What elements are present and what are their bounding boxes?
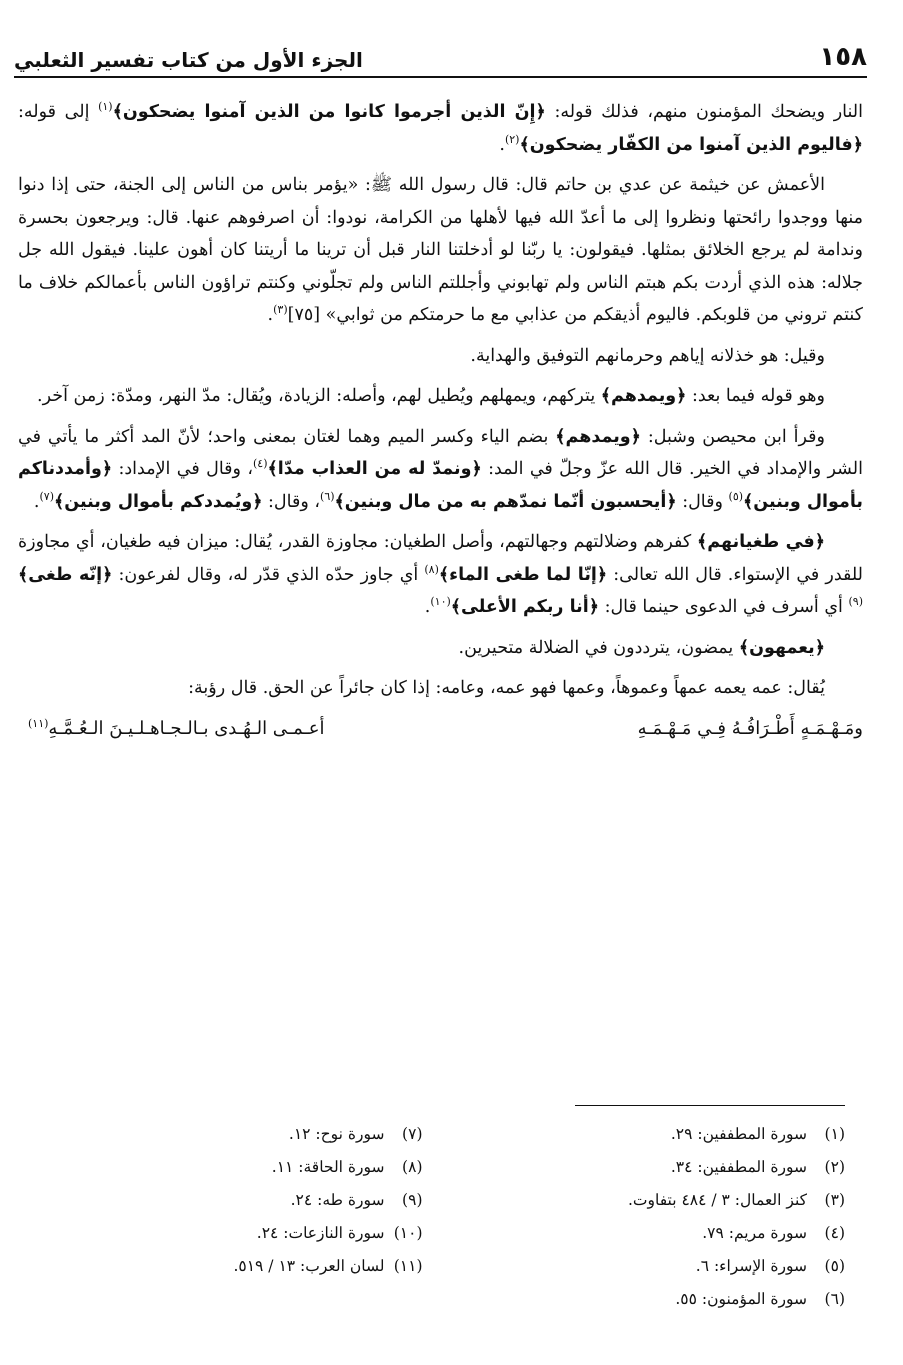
footnote-number: (٧) — [402, 1125, 423, 1143]
footnote-text: سورة النازعات: ٢٤. — [256, 1224, 385, 1242]
footnote-text: سورة المؤمنون: ٥٥. — [675, 1290, 807, 1308]
footnote-text: سورة طه: ٢٤. — [290, 1191, 385, 1209]
paragraph — [18, 672, 863, 705]
text-segment: النار ويضحك المؤمنون منهم، فذلك قوله: — [545, 102, 863, 122]
footnote-number: (٢) — [824, 1158, 845, 1176]
footnote-ref: (١) — [98, 100, 113, 114]
footnote-number: (٩) — [402, 1191, 423, 1209]
quran-quote: ﴿فاليوم الذين آمنوا من الكفّار يضحكون﴾ — [519, 134, 863, 155]
quran-quote: ﴿أيحسبون أنّما نمدّهم به من مال وبنين﴾ — [334, 491, 677, 512]
paragraph — [18, 421, 863, 519]
footnotes-right-column — [463, 1118, 846, 1316]
text-segment: . — [499, 134, 505, 155]
text-segment: . — [424, 597, 431, 617]
quran-quote: ﴿أنا ربكم الأعلى﴾ — [450, 597, 599, 617]
footnote-text: كنز العمال: ٣ / ٤٨٤ بتفاوت. — [627, 1191, 807, 1209]
text-segment: الأعمش عن خيثمة عن عدي بن حاتم قال: قال رسول الله ﷺ: «يؤمر بناس من الناس إلى الجنة، حتى إذا دنوا منها ووجدوا رائحتها ونظروا إلى ما أعدّ الله فيها لأهلها من الكرامة، نودوا: أن اصرفوهم عنها. قال: ويرجعون بحسرة وندامة لم يرجع الخلائق بمثلها. فيقولون: يا ربّنا لو أدخلتنا النار قبل أن ترينا ما أريتنا كان أهون علينا. فيقول الله جل جلاله: هذه الذي أردت بكم هبتم الناس ولم تهابوني وأجللتم الناس ولم تجلّوني وكنتم تراؤون الناس بأعمالكم خلاف ما كنتم تروني من قلوبكم. فاليوم أذيقكم من عذابي مع ما حرمتكم من ثوابي» [٧٥] — [18, 175, 863, 325]
quran-quote: ﴿يعمهون﴾ — [738, 637, 825, 658]
paragraph — [18, 96, 863, 161]
text-segment: أي جاوز حدّه الذي قدّر له، وقال لفرعون: — [112, 564, 425, 585]
footnote-text: سورة الحاقة: ١١. — [271, 1158, 385, 1176]
main-text — [18, 96, 863, 745]
footnote-item — [40, 1250, 423, 1283]
text-segment: كفرهم وضلالتهم وجهالتهم، وأصل الطغيان: مجاوزة القدر، يُقال: ميزان فيه طغيان، أي مجاوزة للقدر في الإستواء. قال الله تعالى: — [18, 532, 864, 585]
page-number: ١٥٨ — [819, 42, 867, 72]
quran-quote: ﴿إنّا لما طغى الماء﴾ — [438, 564, 608, 585]
footnote-item — [463, 1250, 846, 1283]
quran-quote: ﴿إنّه طغى﴾ — [18, 564, 113, 585]
quran-quote: ﴿ويُمددكم بأموال وبنين﴾ — [53, 491, 263, 512]
footnote-number: (٨) — [402, 1158, 423, 1176]
footnote-number: (١١) — [393, 1257, 423, 1275]
footnote-ref: (٧) — [39, 489, 54, 503]
footnote-ref: (١٠) — [430, 595, 451, 609]
footnote-number: (٦) — [824, 1290, 845, 1308]
text-segment: أي أسرف في الدعوى حينما قال: — [599, 597, 849, 617]
footnote-text: سورة المطففين: ٣٤. — [670, 1158, 807, 1176]
paragraph — [18, 340, 863, 373]
footnote-ref: (٩) — [848, 595, 863, 609]
quran-quote: ﴿في طغيانهم﴾ — [697, 532, 825, 552]
paragraph — [18, 169, 863, 332]
text-segment: يتركهم، ويمهلهم ويُطيل لهم، وأصله: الزيادة، ويُقال: مدّ النهر، ومدّة: زمن آخر. — [37, 386, 601, 406]
footnote-number: (٣) — [824, 1191, 845, 1209]
text-segment: إلى قوله: — [18, 102, 99, 122]
footnote-text: لسان العرب: ١٣ / ٥١٩. — [233, 1257, 385, 1275]
footnote-item — [40, 1118, 423, 1151]
footnote-item — [463, 1151, 846, 1184]
footnote-number: (٥) — [824, 1257, 845, 1275]
footnote-item — [463, 1184, 846, 1217]
text-segment: . — [267, 305, 274, 325]
text-segment: . — [33, 491, 40, 512]
footnote-number: (٤) — [824, 1224, 845, 1242]
verse-first-hemistich: ومَـهْـمَـهٍ أَطْـرَافُـهُ فِـي مَـهْـمَـهِ — [637, 717, 863, 739]
paragraph — [18, 526, 863, 624]
footnote-ref: (٢) — [504, 132, 520, 146]
footnote-item — [463, 1217, 846, 1250]
footnote-item — [40, 1217, 423, 1250]
footnotes-left-column — [40, 1118, 423, 1316]
quran-quote: ﴿وأمددناكم بأموال وبنين﴾ — [18, 459, 863, 512]
quran-quote: ﴿ويمدهم﴾ — [555, 426, 641, 447]
paragraph — [18, 632, 863, 665]
footnote-text: سورة الإسراء: ٦. — [695, 1257, 807, 1275]
footnote-item — [40, 1151, 423, 1184]
footnote-text: سورة مريم: ٧٩. — [702, 1224, 807, 1242]
text-segment: وقال: — [676, 491, 729, 512]
footnote-ref: (٣) — [273, 303, 288, 317]
quran-quote: ﴿ونمدّ له من العذاب مدّا﴾ — [267, 459, 482, 479]
text-segment: يمضون، يترددون في الضلالة متحيرين. — [458, 637, 739, 658]
footnote-ref: (٤) — [252, 457, 268, 471]
quran-quote: ﴿إِنّ الذين أجرموا كانوا من الذين آمنوا يضحكون﴾ — [112, 102, 546, 122]
footnote-number: (١٠) — [393, 1224, 423, 1242]
verse-second-text: أعـمـى الـهُـدى بـالـجـاهـلـيـنَ الـعُـمَّـهِ — [48, 717, 325, 739]
text-segment: بضم الياء وكسر الميم وهما لغتان بمعنى واحد؛ لأنّ المد أكثر ما يأتي في الشر والإمداد في الخير. قال الله عزّ وجلّ في المد: — [18, 426, 863, 479]
footnote-text: سورة نوح: ١٢. — [288, 1125, 385, 1143]
running-title: الجزء الأول من كتاب تفسير الثعلبي — [14, 48, 363, 72]
text-segment: وهو قوله فيما بعد: — [686, 386, 825, 406]
footnotes — [40, 1118, 845, 1316]
footnote-ref: (٦) — [320, 489, 335, 503]
footnote-ref: (٨) — [424, 562, 439, 576]
verse-second-hemistich — [28, 713, 325, 746]
paragraph-list — [18, 96, 863, 705]
text-segment: يُقال: عمه يعمه عمهاً وعموهاً، وعمها فهو عمه، وعامه: إذا كان جائراً عن الحق. قال رؤبة: — [188, 678, 825, 698]
footnote-number: (١) — [824, 1125, 845, 1143]
poetry-verse — [18, 713, 863, 746]
quran-quote: ﴿ويمدهم﴾ — [600, 386, 687, 406]
paragraph — [18, 380, 863, 413]
text-segment: ، وقال: — [262, 491, 321, 512]
text-segment: وقيل: هو خذلانه إياهم وحرمانهم التوفيق والهداية. — [470, 345, 825, 366]
footnote-text: سورة المطففين: ٢٩. — [670, 1125, 807, 1143]
footnote-ref: (١١) — [28, 716, 49, 730]
text-segment: ، وقال في الإمداد: — [112, 459, 253, 479]
footnote-ref: (٥) — [728, 489, 744, 503]
page-header — [14, 38, 867, 78]
footnote-item — [463, 1283, 846, 1316]
text-segment: وقرأ ابن محيصن وشبل: — [640, 426, 825, 447]
footnote-separator — [575, 1105, 845, 1106]
footnote-item — [40, 1184, 423, 1217]
footnote-item — [463, 1118, 846, 1151]
